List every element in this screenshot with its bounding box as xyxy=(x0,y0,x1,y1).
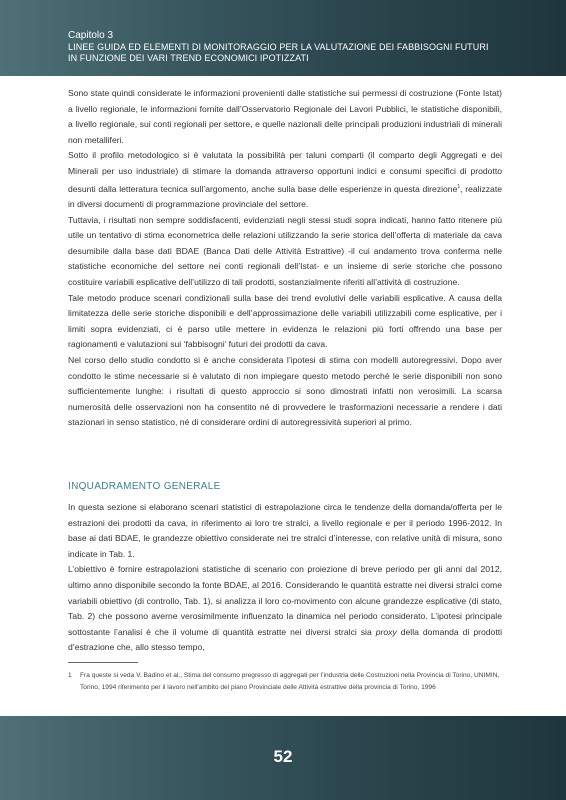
footnote-ref: 1 xyxy=(457,183,461,190)
paragraph: Tale metodo produce scenari condizionali sulla base dei trend evolutivi delle variabili esplicative. A causa della limitatezza delle serie storiche disponibili e dell’approssimazione delle variabili utilizzabili come esplicative, per i limiti sopra evidenziati, ci è parso utile mettere in evidenza le relazioni più forti offrendo una base per ragionamenti e valutazioni sui ‘fabbisogni’ futuri dei prodotti da cava. xyxy=(68,292,502,350)
page-number: 52 xyxy=(273,747,293,766)
chapter-title-line-2: IN FUNZIONE DEI VARI TREND ECONOMICI IPOTIZZATI xyxy=(68,53,309,63)
page-footer xyxy=(0,716,566,800)
paragraph: In questa sezione si elaborano scenari statistici di estrapolazione circa le tendenze della domanda/offerta per le estrazioni dei prodotti da cava, in riferimento ai loro tre stralci, a livello regionale e per il periodo 1996-2012. In base ai dati BDAE, le grandezze obiettivo considerate nei tre stralci d’interesse, con relative unità di misura, sono indicate in Tab. 1. xyxy=(68,502,502,559)
paragraph-text: della domanda di prodotti d’estrazione che, allo stesso tempo, xyxy=(68,626,502,653)
footnote-text: Fra queste si veda V. Badino et al., Stima del consumo pregresso di aggregati per l’industria delle Costruzioni nella Provincia di Torino, UNIMIN, Torino, 1994 riferimento per il lavoro nell’ambito del piano Provinciale delle Attività estrattive della provincia di Torino, 1996 xyxy=(80,672,500,691)
emphasis: proxy xyxy=(375,626,397,637)
footnote xyxy=(68,670,508,694)
footnote-divider xyxy=(68,662,138,663)
paragraph: Tuttavia, i risultati non sempre soddisfacenti, evidenziati negli stessi studi sopra indicati, hanno fatto ritenere più utile un tentativo di stima econometrica delle relazioni utilizzando la serie storica dell’offerta di materiale da cava desumibile dalla base dati BDAE (Banca Dati delle Attività Estrattive) -il cui andamento trova conferma nelle statistiche economiche del settore nei conti regionali dell’Istat- e un insieme di serie storiche che possono costituire variabili esplicative dell’utilizzo di tali prodotti, sostanzialmente riferiti all’attività di costruzione. xyxy=(68,214,502,287)
chapter-title-line-1: LINEE GUIDA ED ELEMENTI DI MONITORAGGIO PER LA VALUTAZIONE DEI FABBISOGNI FUTURI xyxy=(68,42,489,52)
paragraph-text: L’obiettivo è fornire estrapolazioni statistiche di scenario con proiezione di breve periodo per gli anni dal 2012, ultimo anno disponibile secondo la fonte BDAE, al 2016. Considerando le quantità estratte nei diversi stralci come variabili obiettivo (di controllo, Tab. 1), si analizza il loro co-movimento con alcune grandezze esplicative (di stato, Tab. 2) che possono averne verosimilmente influenzato la dinamica nel periodo considerato. L’ipotesi principale sottostante l’analisi è che il volume di quantità estratte nei diversi stralci sia xyxy=(68,564,502,637)
page-header xyxy=(0,0,566,76)
footnote-number: 1 xyxy=(68,672,72,679)
section-body xyxy=(68,500,502,656)
paragraph-text: , realizzate in diversi documenti di programmazione provinciale del settore. xyxy=(68,183,502,210)
chapter-title xyxy=(68,42,548,64)
paragraph xyxy=(68,148,502,212)
paragraph: Nel corso dello studio condotto si è anche considerata l’ipotesi di stima con modelli autoregressivi. Dopo aver condotto le stime necessarie si è valutato di non impiegare questo metodo perché le serie disponibili non sono sufficientemente lunghe: i risultati di questo approccio si sono dimostrati infatti non verosimili. La scarsa numerosità delle osservazioni non ha consentito né di provvedere le trasformazioni necessarie a rendere i dati stazionari in senso statistico, né di considerare ordini di autoregressività superiori al primo. xyxy=(68,354,502,428)
paragraph: Sono state quindi considerate le informazioni provenienti dalle statistiche sui permessi di costruzione (Fonte Istat) a livello regionale, le informazioni fornite dall’Osservatorio Regionale dei Lavori Pubblici, le statistiche disponibili, a livello regionale, sui conti regionali per settore, e quelle nazionali delle principali produzioni industriali di minerali non metalliferi. xyxy=(68,88,502,145)
section-heading: INQUADRAMENTO GENERALE xyxy=(68,481,221,492)
chapter-label: Capitolo 3 xyxy=(68,30,114,41)
paragraph-text: Sotto il profilo metodologico si è valutata la possibilità per taluni comparti (il comparto degli Aggregati e dei Minerali per uso industriale) di stimare la domanda attraverso opportuni indici e consumi specifici di prodotto desunti dalla letteratura tecnica sull’argomento, anche sulla base delle esperienze in questa direzione xyxy=(68,150,502,194)
paragraph xyxy=(68,562,502,656)
body-text xyxy=(68,86,502,431)
